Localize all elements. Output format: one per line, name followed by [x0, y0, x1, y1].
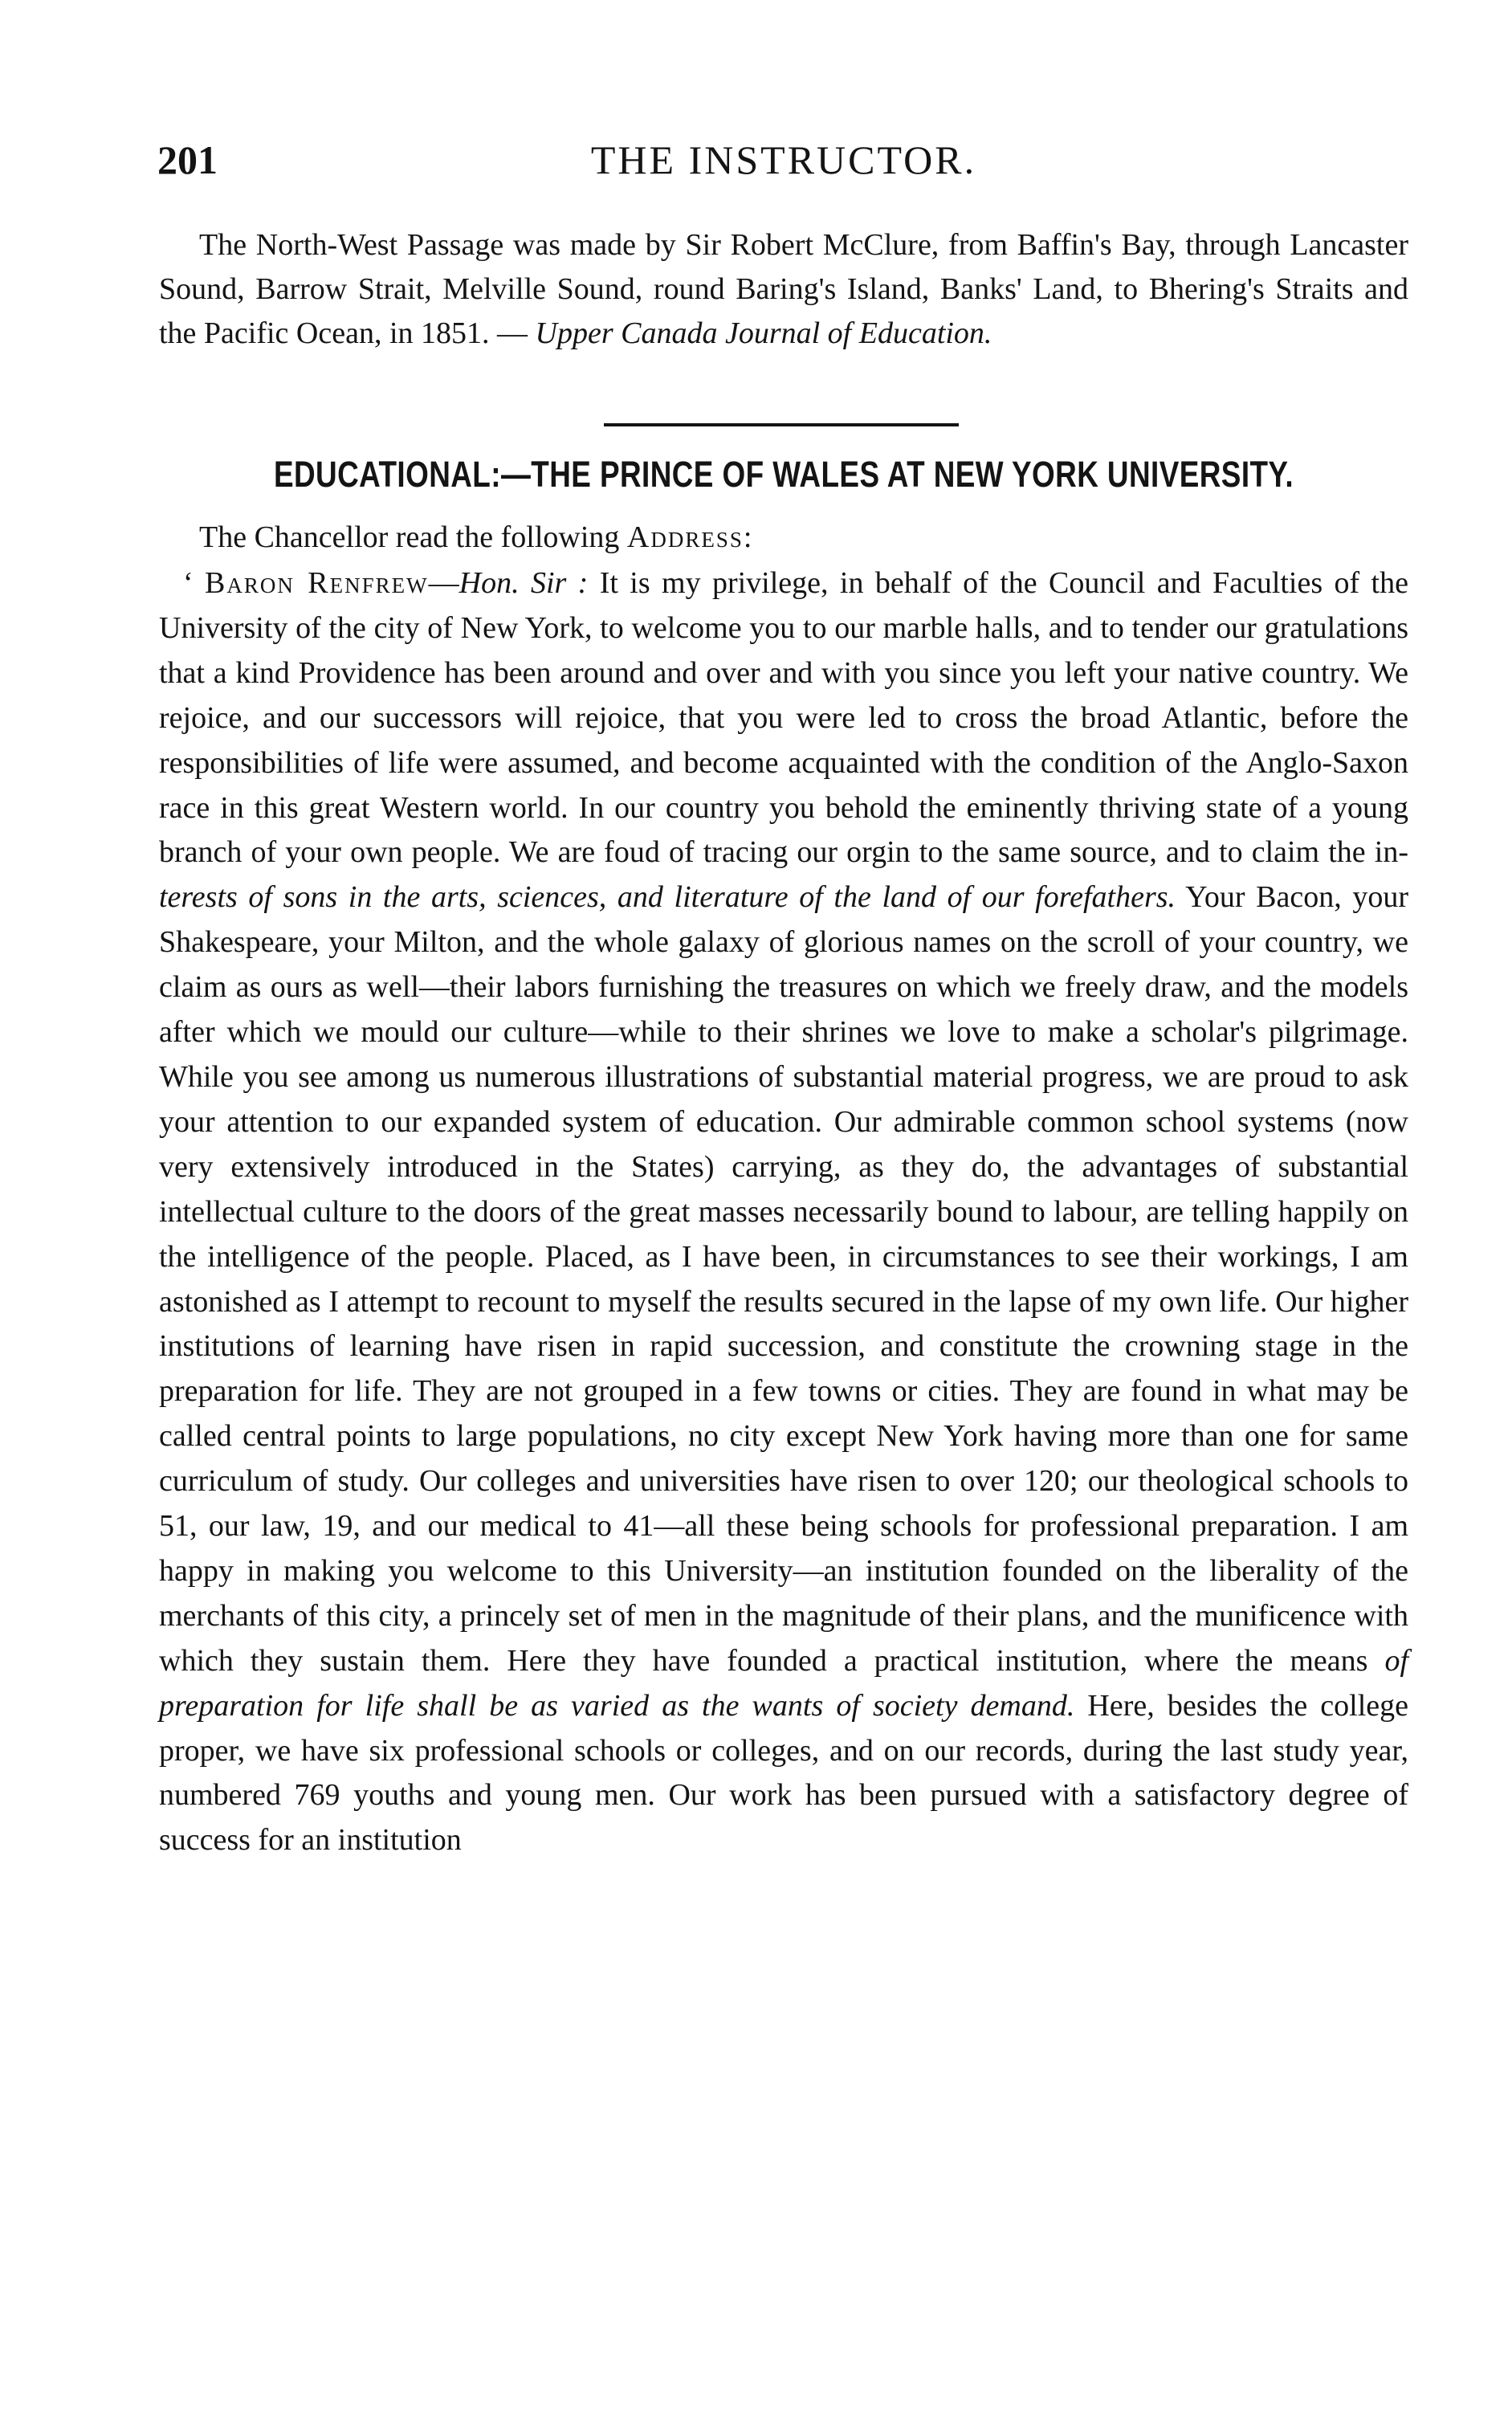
page-number: 201: [157, 137, 218, 182]
section-divider: [604, 423, 959, 426]
intro-text: The North-West Passage was made by Sir Robert McClure, from Baffin's Bay, through Lancaster Sound, Barrow Strait, Melville Sound, round Baring's Island, Banks' Land, to Bhering's Straits and the Pacific Ocean, in 1851. —: [159, 228, 1408, 350]
address-intro-text: The Chancellor read the following: [199, 520, 627, 554]
address-body-2: Your Bacon, your Shakespeare, your Milton, and the whole galaxy of glorious names on the scroll of your country, we claim as ours as well—their labors furnishing the treasures on which we freely draw, and the models after which we mould our culture—while to their shrines we love to make a scholar's pilgrimage. While you see among us numerous illustrations of substantial material progress, we are proud to ask your attention to our expanded system of education. Our admirable common school systems (now very extensively introduced in the States) carrying, as they do, the advantages of substantial intellectual culture to the doors of the great masses necessarily bound to labour, are telling happily on the intelligence of the people. Placed, as I have been, in circumstances to see their workings, I am astonished as I attempt to recount to myself the results secured in the lapse of my own life. Our higher institutions of learning have risen in rapid succession, and constitute the crowning stage in the preparation for life. They are not grouped in a few towns or cities. They are found in what may be called central points to large populations, no city except New York having more than one for same curriculum of study. Our colleges and universities have risen to over 120; our theological schools to 51, our law, 19, and our medical to 41—all these being schools for professional preparation. I am happy in making you welcome to this University—an institution founded on the liberality of the merchants of this city, a princely set of men in the magnitude of their plans, and the munificence with which they sustain them. Here they have founded a practical institution, where the means: [159, 880, 1408, 1678]
address-intro-caps: Address: [626, 520, 744, 554]
address-paragraph: [159, 561, 1408, 1863]
address-body-3: Here, besides the college proper, we have six professional schools or colleges, and on our records, during the last study year, numbered 769 youths and young men. Our work has been pursued with a satisfactory degree of success for an institution: [159, 1688, 1408, 1858]
address-open: ‘: [183, 566, 206, 600]
address-name: Baron Renfrew: [205, 566, 429, 600]
intro-paragraph: [159, 223, 1408, 356]
address-body-1: It is my privilege, in behalf of the Council and Faculties of the University of the city of New York, to welcome you to our marble halls, and to tender our gratulations that a kind Providence has been around and over and with you since you left your native country. We rejoice, and our successors will rejoice, that you were led to cross the broad Atlantic, before the responsibilities of life were assumed, and become acquainted with the condition of the Anglo-Saxon race in this great Western world. In our country you behold the eminently thriving state of a young branch of your own people. We are foud of tracing our orgin to the same source, and to claim the in-: [159, 566, 1408, 870]
address-salutation: Hon. Sir :: [458, 566, 589, 600]
address-intro: [159, 516, 1408, 560]
address-italic-2: of preparation for life shall be as varied as the wants of society demand.: [159, 1643, 1408, 1723]
address-italic-1: terests of sons in the arts, sciences, and literature of the land of our forefathers.: [159, 880, 1176, 915]
page-header: [157, 137, 1410, 209]
article-title: EDUCATIONAL:—THE PRINCE OF WALES AT NEW YORK UNIVERSITY.: [273, 454, 1294, 495]
address-intro-end: :: [743, 520, 752, 554]
running-title: THE INSTRUCTOR.: [590, 137, 977, 182]
address-dash: —: [428, 566, 459, 600]
intro-source: Upper Canada Journal of Education.: [535, 316, 992, 350]
